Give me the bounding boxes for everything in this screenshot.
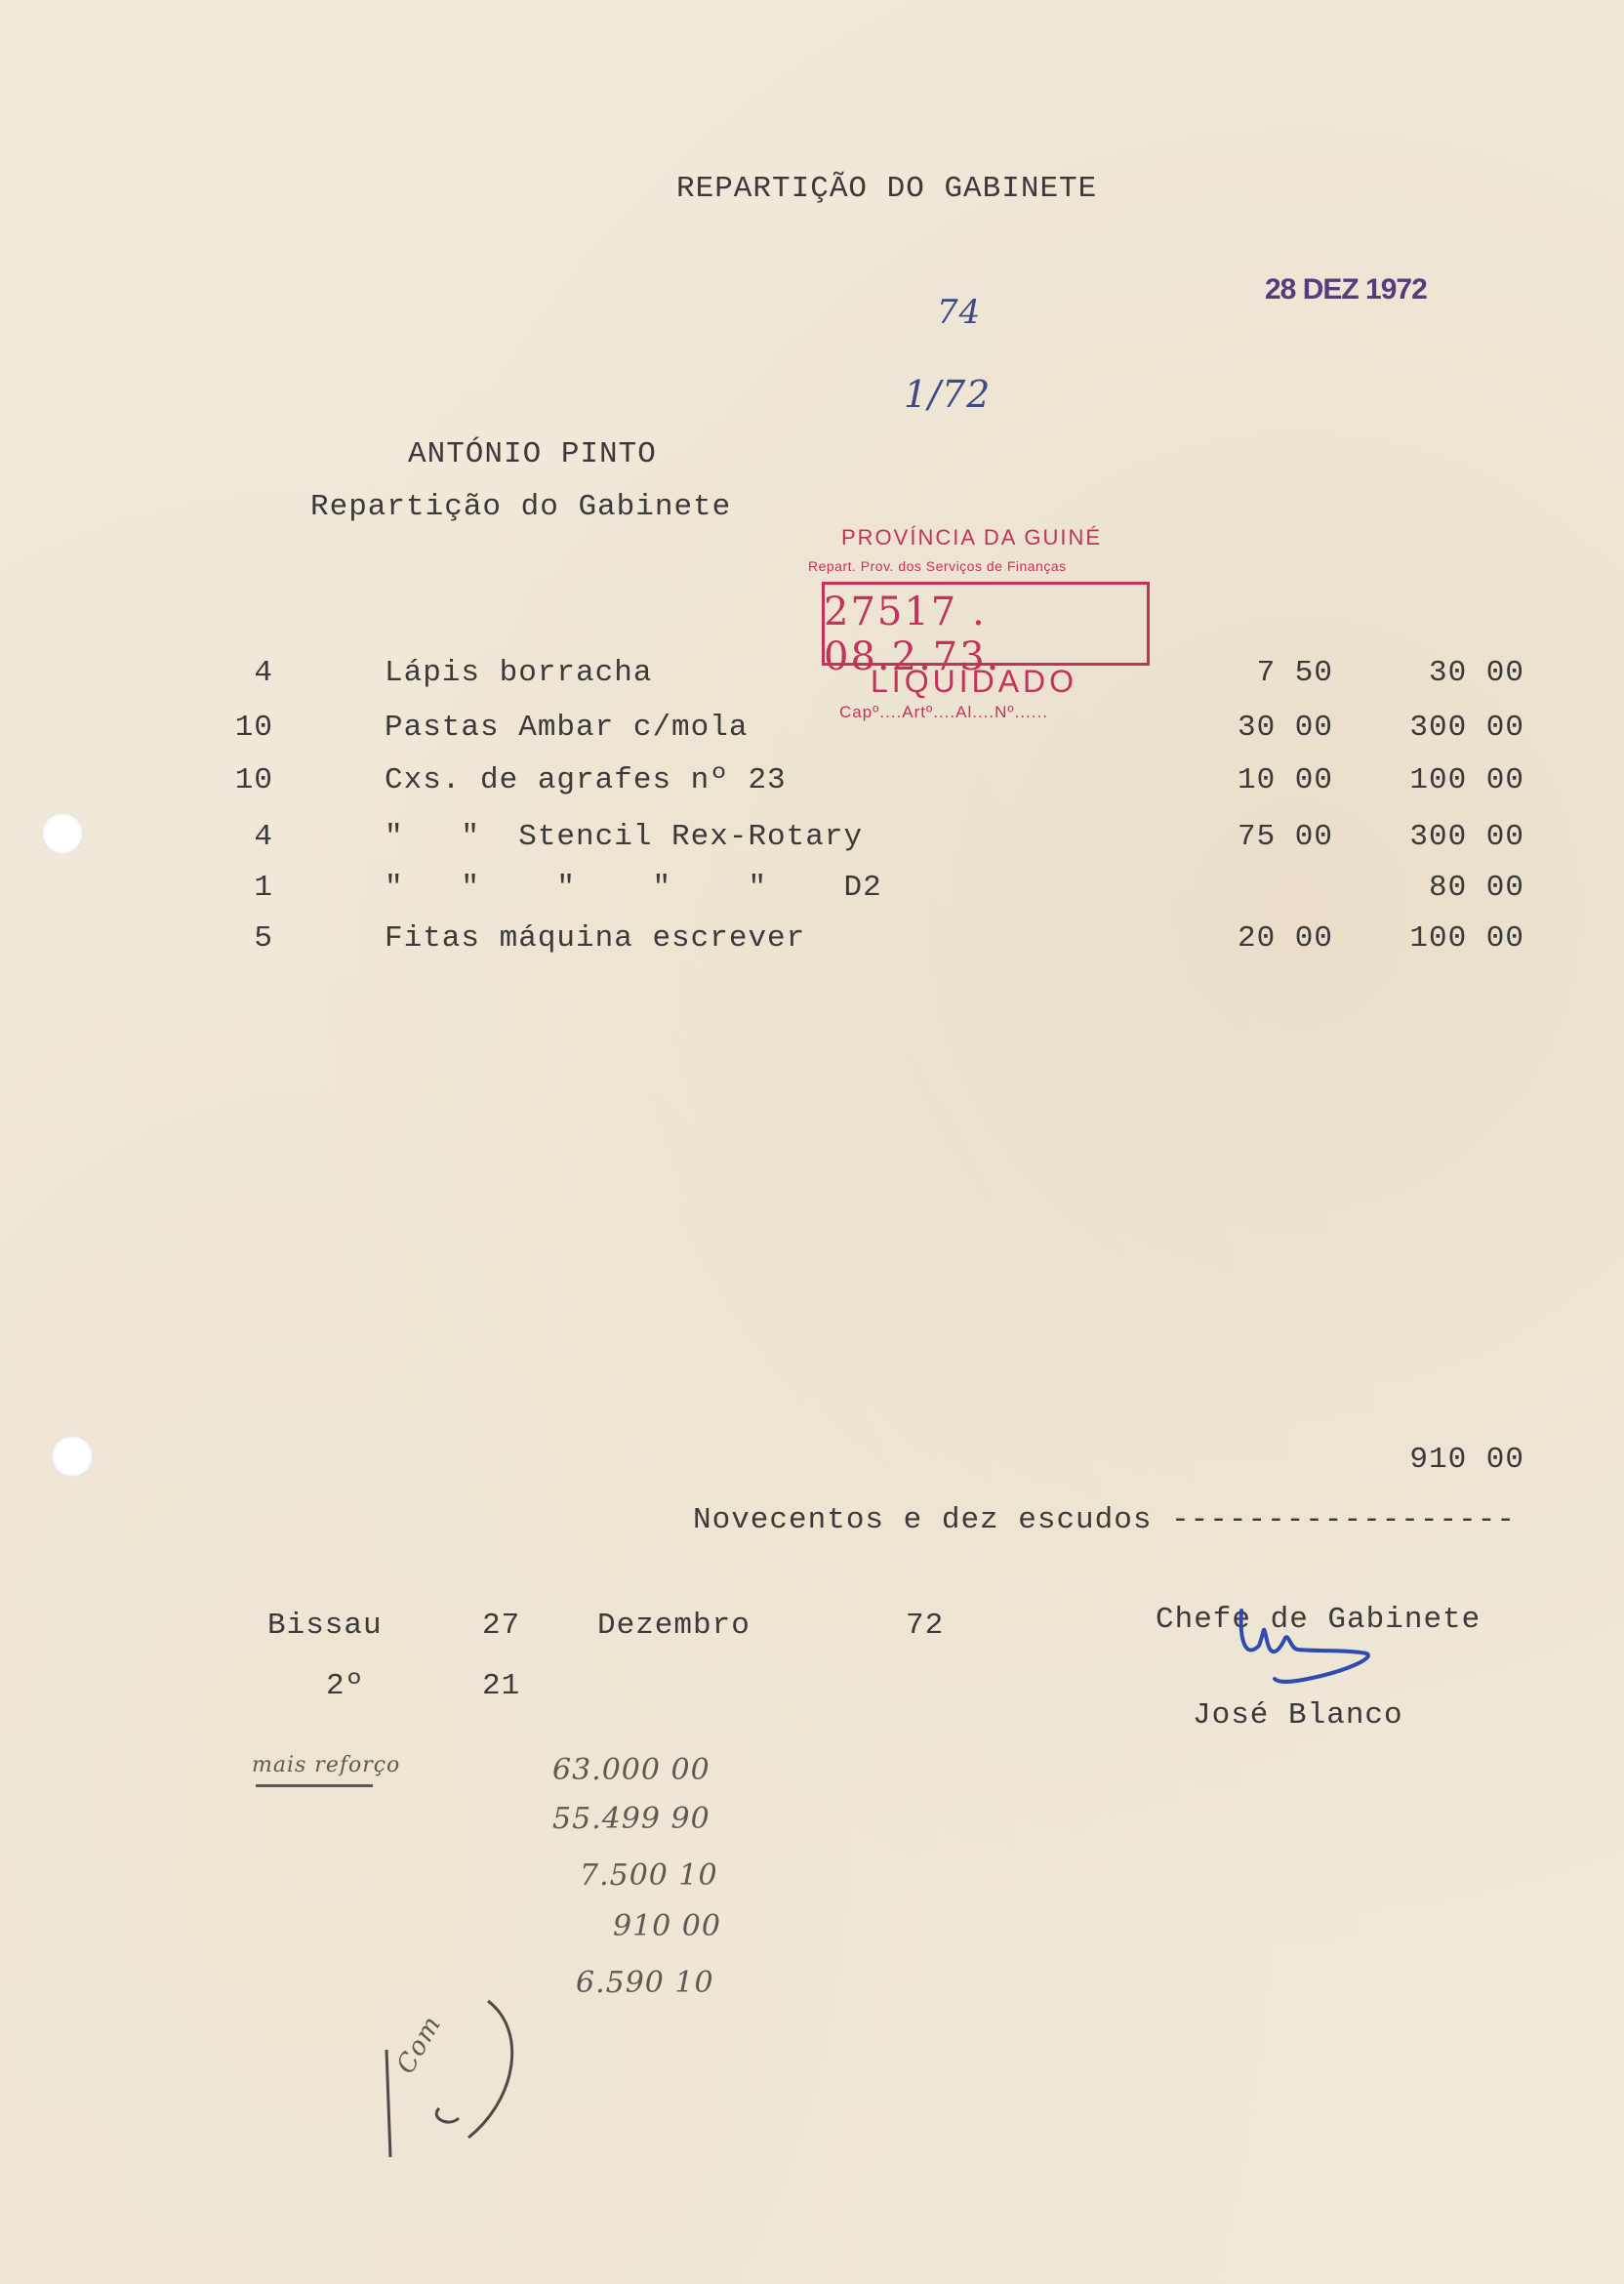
year: 72	[906, 1609, 945, 1643]
item-unit-price: 20 00	[1237, 921, 1333, 956]
total-in-words: Novecentos e dez escudos ------------------	[693, 1503, 1516, 1537]
grand-total: 910 00	[1409, 1443, 1524, 1477]
initials-mark	[371, 1991, 547, 2167]
signer-title: Chefe de Gabinete	[1156, 1603, 1482, 1637]
note-underline	[256, 1784, 373, 1787]
calc-line: 910 00	[613, 1909, 721, 1943]
item-qty: 4	[254, 820, 273, 854]
item-qty: 4	[254, 656, 273, 690]
recipient-name: ANTÓNIO PINTO	[408, 437, 657, 471]
item-unit-price: 75 00	[1237, 820, 1333, 854]
item-qty: 5	[254, 921, 273, 956]
item-description: " " " " " D2	[385, 871, 882, 905]
signature-scribble	[1220, 1601, 1396, 1718]
item-qty: 10	[234, 763, 273, 797]
item-description: Lápis borracha	[385, 656, 653, 690]
stamp-department: Repart. Prov. dos Serviços de Finanças	[808, 558, 1067, 574]
item-qty: 1	[254, 871, 273, 905]
place: Bissau	[267, 1609, 383, 1643]
item-total: 300 00	[1409, 711, 1524, 745]
calc-line: 6.590 10	[576, 1966, 714, 2000]
item-total: 30 00	[1428, 656, 1524, 690]
item-qty: 10	[234, 711, 273, 745]
punch-hole-bottom	[51, 1435, 94, 1478]
item-description: Pastas Ambar c/mola	[385, 711, 749, 745]
stamp-number: 27517 . 08.2.73.	[824, 590, 1001, 679]
recipient-department: Repartição do Gabinete	[310, 490, 732, 524]
handwritten-note: mais reforço	[252, 1753, 401, 1777]
handwritten-ref-2: 1/72	[904, 373, 992, 416]
day: 27	[482, 1609, 521, 1643]
handwritten-initials: Com	[390, 2011, 448, 2079]
punch-hole-top	[41, 812, 84, 855]
stamp-status: LIQUIDADO	[871, 664, 1078, 699]
item-total: 80 00	[1428, 871, 1524, 905]
signer-name: José Blanco	[1193, 1698, 1403, 1733]
item-total: 100 00	[1409, 763, 1524, 797]
ordinal: 2º	[326, 1669, 365, 1703]
item-description: Cxs. de agrafes nº 23	[385, 763, 787, 797]
item-unit-price: 7 50	[1256, 656, 1333, 690]
liquidado-stamp	[792, 525, 1163, 730]
item-total: 300 00	[1409, 820, 1524, 854]
ordinal-value: 21	[482, 1669, 521, 1703]
date-stamp: 28 DEZ 1972	[1265, 273, 1427, 306]
item-description: Fitas máquina escrever	[385, 921, 806, 956]
calc-line: 7.500 10	[580, 1858, 718, 1893]
stamp-province: PROVÍNCIA DA GUINÉ	[841, 525, 1103, 550]
item-unit-price: 30 00	[1237, 711, 1333, 745]
item-description: " " Stencil Rex-Rotary	[385, 820, 864, 854]
handwritten-ref-1: 74	[937, 293, 982, 332]
document-title: REPARTIÇÃO DO GABINETE	[676, 172, 1098, 206]
item-total: 100 00	[1409, 921, 1524, 956]
stamp-classification: Capº....Artº....Al....Nº......	[839, 703, 1048, 721]
item-unit-price: 10 00	[1237, 763, 1333, 797]
month: Dezembro	[597, 1609, 751, 1643]
calc-line: 63.000 00	[552, 1753, 710, 1787]
calc-line: 55.499 90	[552, 1802, 710, 1836]
